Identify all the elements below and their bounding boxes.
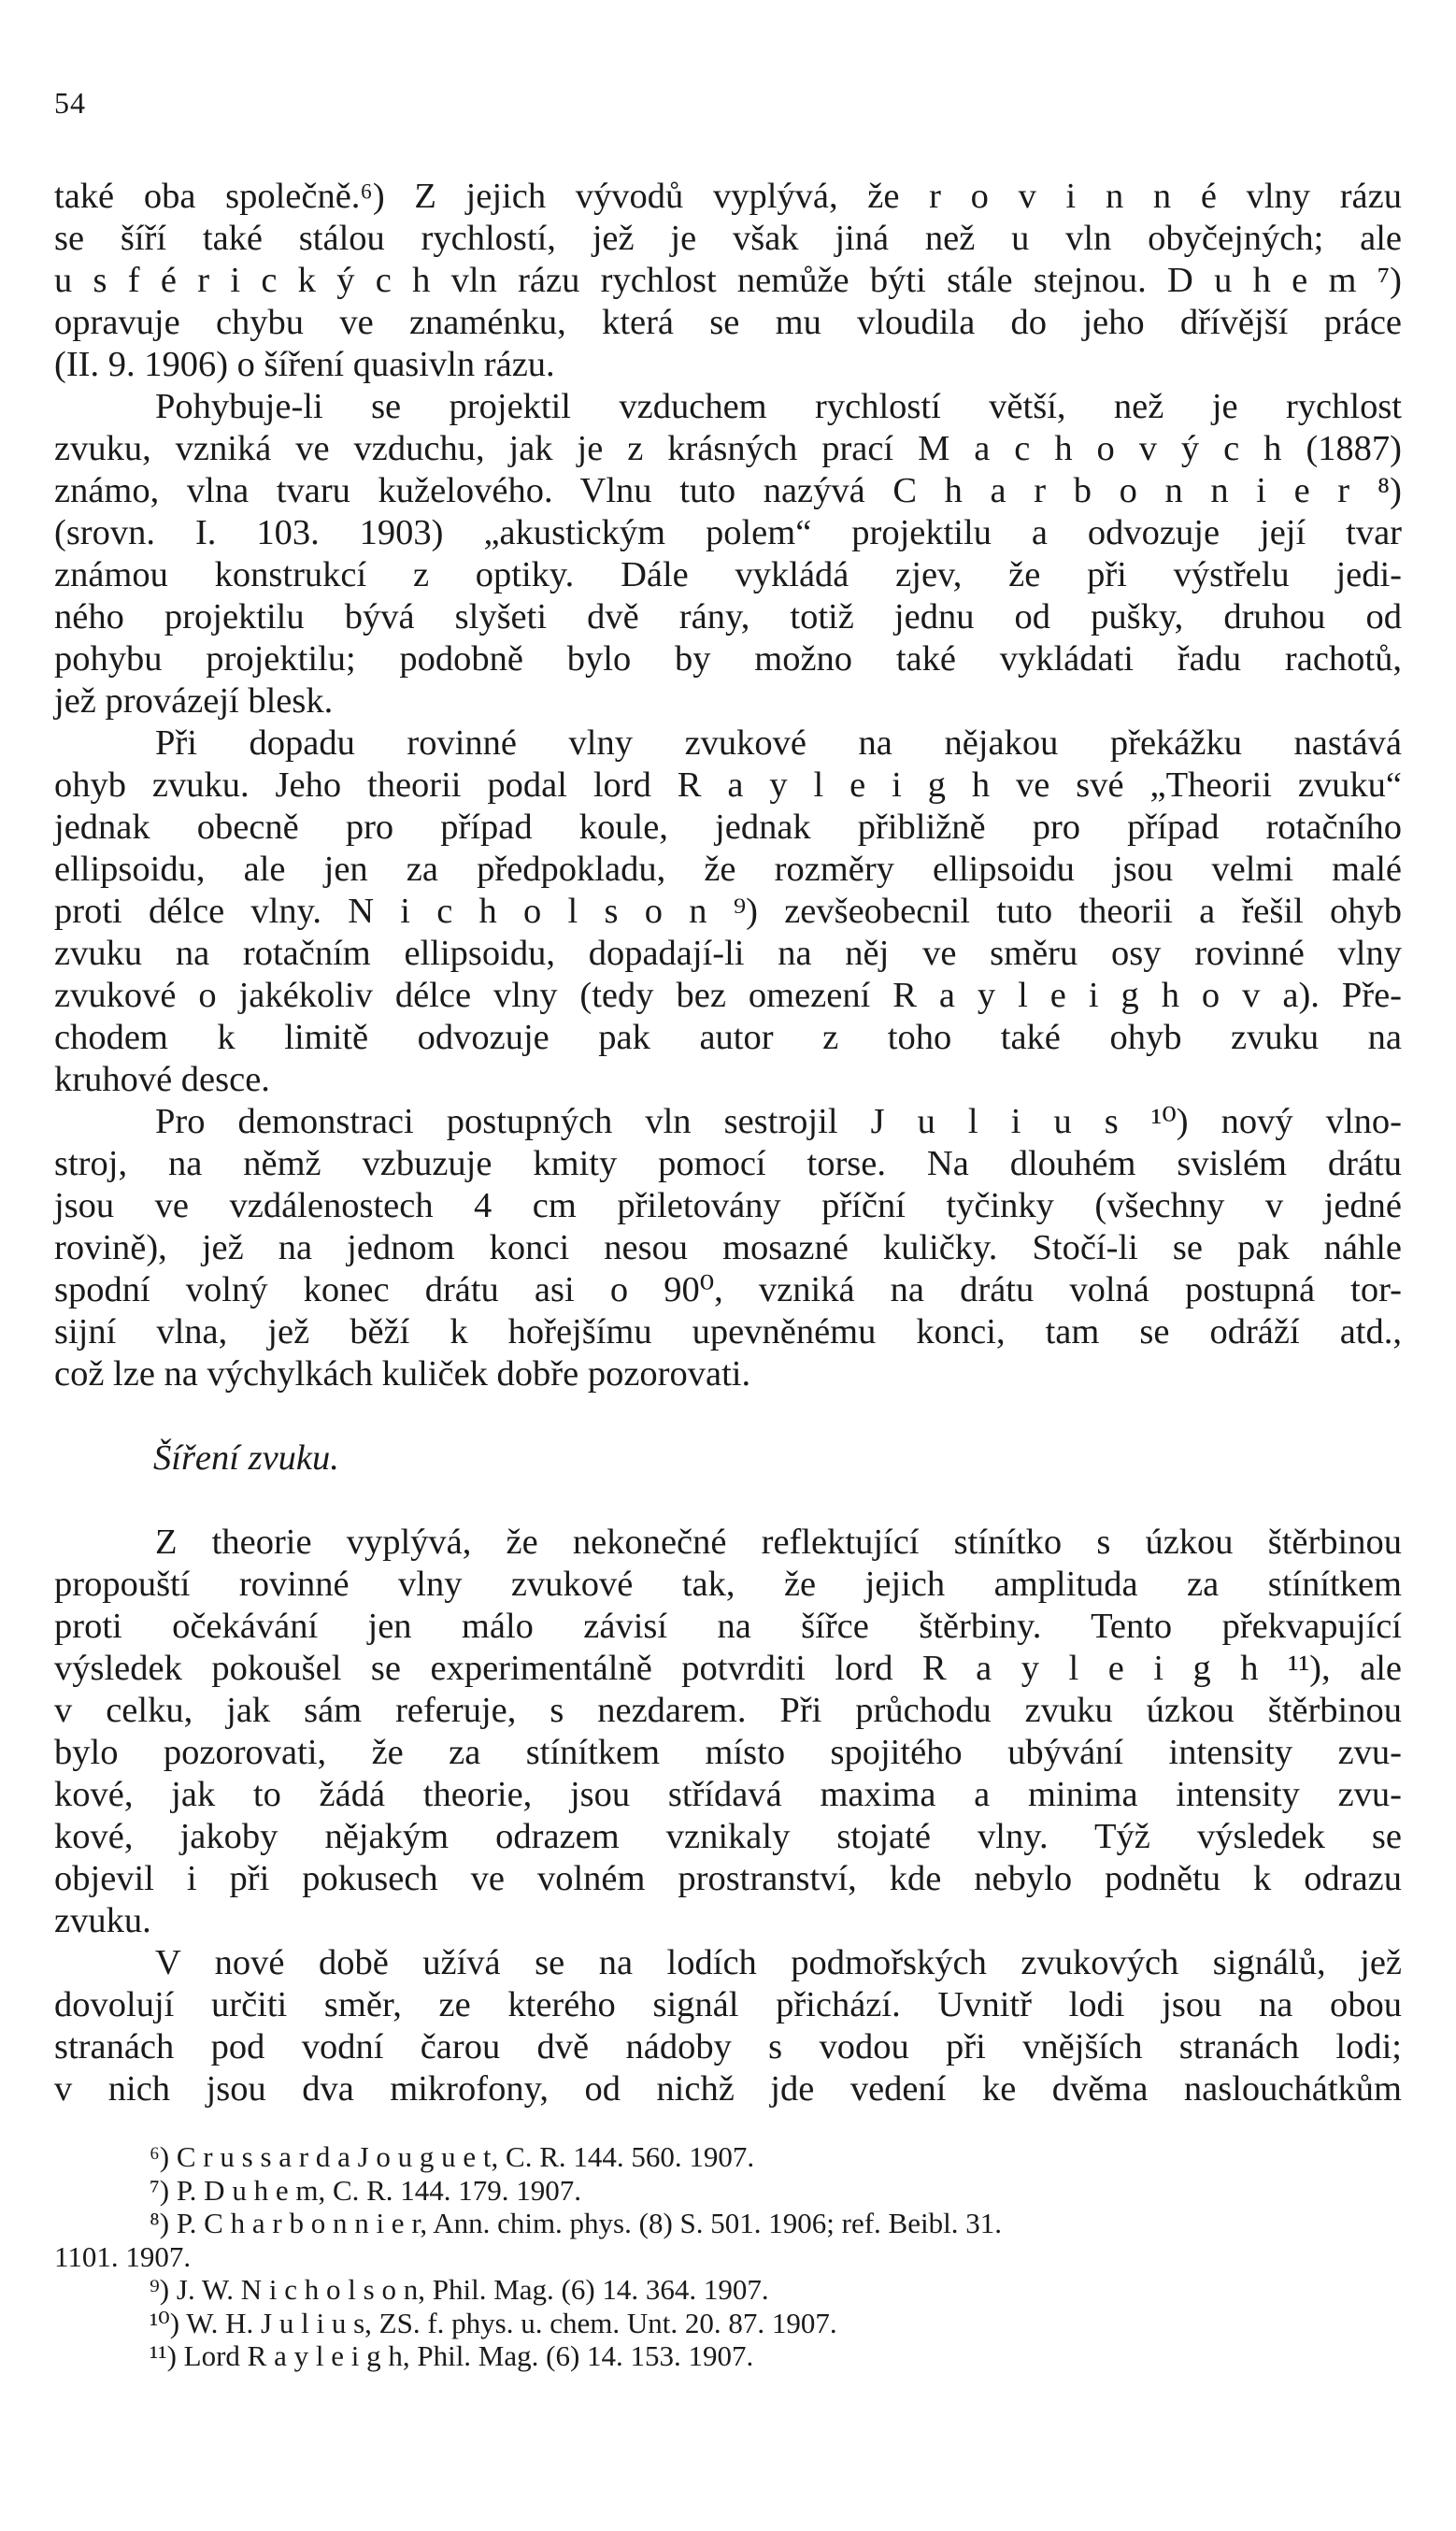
paragraph-projectile	[54, 386, 1402, 722]
text-line: (srovn. I. 103. 1903) „akustickým polem“ projektilu a odvozuje její tvar	[54, 513, 1402, 552]
page-number: 54	[54, 86, 86, 120]
text-line: kruhové desce.	[54, 1060, 270, 1099]
footnote: ⁹) J. W. N i c h o l s o n, Phil. Mag. (6) 14. 364. 1907.	[150, 2273, 769, 2306]
text-line: pohybu projektilu; podobně bylo by možno také vykládati řadu rachotů,	[54, 639, 1402, 679]
text-line: V nové době užívá se na lodích podmořských zvukových signálů, jež	[155, 1943, 1402, 1982]
text-line: v celku, jak sám referuje, s nezdarem. Při průchodu zvuku úzkou štěrbinou	[54, 1691, 1402, 1730]
text-line: kové, jakoby nějakým odrazem vznikaly stojaté vlny. Týž výsledek se	[54, 1817, 1402, 1856]
footnote: ¹¹) Lord R a y l e i g h, Phil. Mag. (6) 14. 153. 1907.	[150, 2339, 754, 2372]
text-line: rovině), jež na jednom konci nesou mosazné kuličky. Stočí-li se pak náhle	[54, 1228, 1402, 1267]
text-line: ohyb zvuku. Jeho theorii podal lord R a y l e i g h ve své „Theorii zvuku“	[54, 765, 1402, 805]
text-line: Z theorie vyplývá, že nekonečné reflektující stínítko s úzkou štěrbinou	[155, 1523, 1402, 1562]
section-spacer	[54, 1480, 1402, 1522]
footnote: ¹⁰) W. H. J u l i u s, ZS. f. phys. u. chem. Unt. 20. 87. 1907.	[150, 2306, 837, 2339]
text-line: spodní volný konec drátu asi o 90⁰, vzniká na drátu volná postupná tor-	[54, 1270, 1402, 1309]
text-line: kové, jak to žádá theorie, jsou střídavá maxima a minima intensity zvu-	[54, 1775, 1402, 1814]
text-line: což lze na výchylkách kuliček dobře pozorovati.	[54, 1354, 751, 1394]
section-heading: Šíření zvuku.	[153, 1438, 339, 1478]
footnote-continuation: 1101. 1907.	[54, 2239, 192, 2273]
text-line: jsou ve vzdálenostech 4 cm přiletovány příční tyčinky (všechny v jedné	[54, 1186, 1402, 1225]
section-spacer	[54, 1395, 1402, 1437]
paragraph-wave-machine	[54, 1101, 1402, 1395]
text-line: stranách pod vodní čarou dvě nádoby s vodou při vnějších stranách lodi;	[54, 2027, 1402, 2066]
footnote: ⁸) P. C h a r b o n n i e r, Ann. chim. phys. (8) S. 501. 1906; ref. Beibl. 31.	[150, 2207, 1002, 2239]
text-line: známou konstrukcí z optiky. Dále vykládá zjev, že při výstřelu jedi-	[54, 555, 1402, 594]
text-line: u s f é r i c k ý c h vln rázu rychlost nemůže býti stále stejnou. D u h e m ⁷)	[54, 261, 1402, 300]
text-line: také oba společně.⁶) Z jejich vývodů vyplývá, že r o v i n n é vlny rázu	[54, 177, 1402, 216]
paragraph-slit	[54, 1522, 1402, 1942]
main-text	[54, 176, 1402, 2110]
text-line: Pro demonstraci postupných vln sestrojil J u l i u s ¹⁰) nový vlno-	[155, 1102, 1402, 1141]
text-line: bylo pozorovati, že za stínítkem místo spojitého ubývání intensity zvu-	[54, 1733, 1402, 1772]
text-line: Pohybuje-li se projektil vzduchem rychlostí větší, než je rychlost	[155, 387, 1402, 426]
text-line: sijní vlna, jež běží k hořejšímu upevněnému konci, tam se odráží atd.,	[54, 1312, 1402, 1351]
text-line: dovolují určiti směr, ze kterého signál přichází. Uvnitř lodi jsou na obou	[54, 1985, 1402, 2024]
paragraph-submarine-signals	[54, 1942, 1402, 2110]
text-line: ellipsoidu, ale jen za předpokladu, že rozměry ellipsoidu jsou velmi malé	[54, 850, 1402, 889]
text-line: zvuku na rotačním ellipsoidu, dopadají-li na něj ve směru osy rovinné vlny	[54, 934, 1402, 973]
text-line: propouští rovinné vlny zvukové tak, že jejich amplituda za stínítkem	[54, 1565, 1402, 1604]
paragraph-shock-waves	[54, 176, 1402, 386]
text-line: proti délce vlny. N i c h o l s o n ⁹) zevšeobecnil tuto theorii a řešil ohyb	[54, 892, 1402, 931]
text-line: v nich jsou dva mikrofony, od nichž jde vedení ke dvěma naslouchátkům	[54, 2069, 1402, 2109]
text-line: zvuku.	[54, 1901, 151, 1940]
paragraph-diffraction	[54, 722, 1402, 1101]
text-line: zvukové o jakékoliv délce vlny (tedy bez omezení R a y l e i g h o v a). Pře-	[54, 976, 1402, 1015]
text-line: objevil i při pokusech ve volném prostranství, kde nebylo podnětu k odrazu	[54, 1859, 1402, 1898]
text-line: jednak obecně pro případ koule, jednak přibližně pro případ rotačního	[54, 808, 1402, 847]
footnote: ⁷) P. D u h e m, C. R. 144. 179. 1907.	[150, 2173, 582, 2207]
text-line: jež provázejí blesk.	[54, 681, 334, 721]
text-line: zvuku, vzniká ve vzduchu, jak je z krásných prací M a c h o v ý c h (1887)	[54, 429, 1402, 468]
footnote: ⁶) C r u s s a r d a J o u g u e t, C. R. 144. 560. 1907.	[150, 2140, 755, 2173]
footnotes	[54, 2140, 1402, 2373]
text-line: se šíří také stálou rychlostí, jež je však jiná než u vln obyčejných; ale	[54, 219, 1402, 258]
text-line: výsledek pokoušel se experimentálně potvrditi lord R a y l e i g h ¹¹), ale	[54, 1649, 1402, 1688]
text-line: (II. 9. 1906) o šíření quasivln rázu.	[54, 345, 555, 384]
text-line: ného projektilu bývá slyšeti dvě rány, totiž jednu od pušky, druhou od	[54, 597, 1402, 636]
text-line: známo, vlna tvaru kuželového. Vlnu tuto nazývá C h a r b o n n i e r ⁸)	[54, 471, 1402, 510]
text-line: opravuje chybu ve znaménku, která se mu vloudila do jeho dřívější práce	[54, 303, 1402, 342]
text-line: proti očekávání jen málo závisí na šířce štěrbiny. Tento překvapující	[54, 1607, 1402, 1646]
text-line: chodem k limitě odvozuje pak autor z toho také ohyb zvuku na	[54, 1018, 1402, 1057]
text-line: stroj, na němž vzbuzuje kmity pomocí torse. Na dlouhém svislém drátu	[54, 1144, 1402, 1183]
text-line: Při dopadu rovinné vlny zvukové na nějakou překážku nastává	[155, 723, 1402, 763]
